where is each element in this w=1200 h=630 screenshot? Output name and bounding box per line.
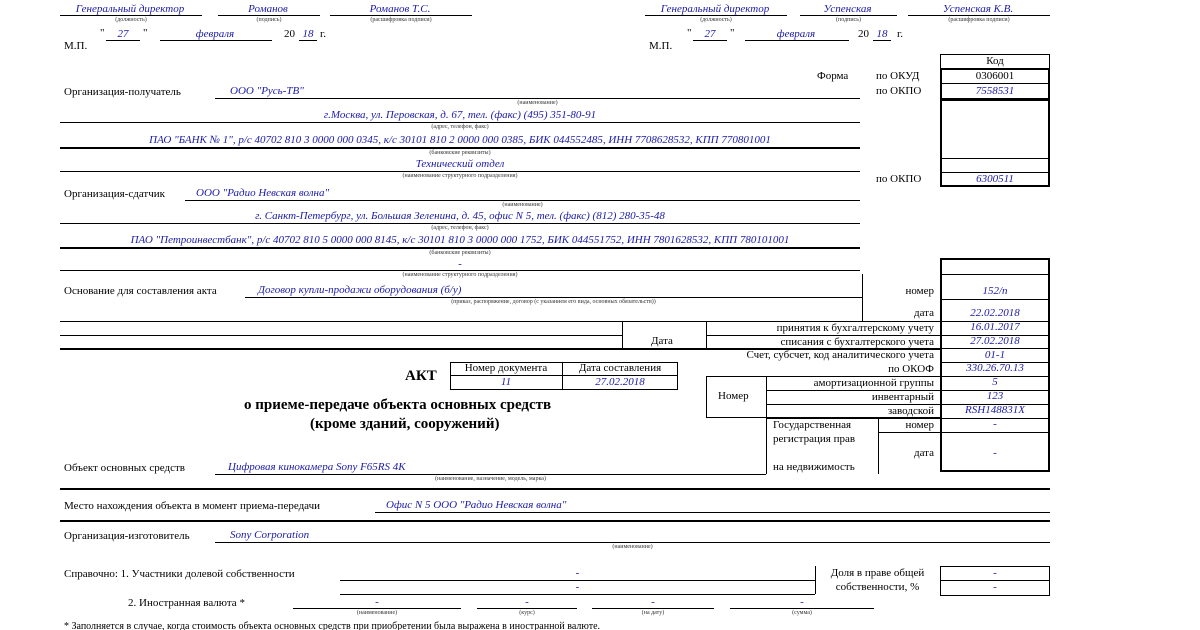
recipient-name-caption: (наименование) xyxy=(517,100,558,106)
approval-left-stamp: М.П. xyxy=(64,40,88,52)
basis-number-label: номер xyxy=(905,285,934,297)
currency-date-line xyxy=(592,608,714,609)
amort-value: 5 xyxy=(992,376,998,388)
code-header: Код xyxy=(986,55,1004,67)
recipient-department-line xyxy=(60,171,860,172)
manufacturer-line xyxy=(215,542,1050,543)
location-value: Офис N 5 ООО "Радио Невская волна" xyxy=(386,499,567,511)
approval-right-position-caption: (должность) xyxy=(700,17,732,23)
recipient-address-caption: (адрес, телефон, факс) xyxy=(431,124,489,130)
approval-right-position-line xyxy=(645,15,787,16)
numbers-label: Номер xyxy=(718,390,749,402)
approval-left-signature: Романов xyxy=(248,3,288,15)
written-off-date: 27.02.2018 xyxy=(970,335,1020,347)
location-line xyxy=(375,512,1050,513)
approval-left-month: февраля xyxy=(195,28,235,40)
reg-date-value: - xyxy=(993,447,997,459)
approval-right-name: Успенская К.В. xyxy=(942,3,1014,15)
object-bottom-line xyxy=(60,488,1050,490)
accepted-date: 16.01.2017 xyxy=(970,321,1020,333)
okof-value: 330.26.70.13 xyxy=(966,362,1024,374)
approval-left-day: 27 xyxy=(117,28,129,40)
reg-number-value: - xyxy=(993,418,997,430)
participant-2-line xyxy=(340,594,815,595)
approval-right-name-line xyxy=(908,15,1050,16)
basis-label: Основание для составления акта xyxy=(64,285,217,297)
basis-value: Договор купли-продажи оборудования (б/у) xyxy=(258,284,462,296)
account-label: Счет, субсчет, код аналитического учета xyxy=(746,349,934,361)
approval-right-month-line xyxy=(745,40,849,41)
inventory-value: 123 xyxy=(986,390,1004,402)
recipient-okpo-value: 7558531 xyxy=(975,85,1015,97)
code-lower-div2 xyxy=(940,299,1050,300)
code-mid-divider1 xyxy=(940,158,1050,159)
basis-vertical-divider xyxy=(862,274,863,322)
recipient-address: г.Москва, ул. Перовская, д. 67, тел. (факс) (495) 351-80-91 xyxy=(323,109,597,121)
reg-mid-divider xyxy=(878,418,879,474)
code-lower-div1 xyxy=(940,274,1050,275)
recipient-okpo-label: по ОКПО xyxy=(876,85,922,97)
reg-label1: Государственная xyxy=(773,419,852,431)
share-2: - xyxy=(993,581,997,593)
currency-sum-line xyxy=(730,608,874,609)
currency-date: - xyxy=(651,596,655,608)
approval-left-name-caption: (расшифровка подписи) xyxy=(370,17,432,23)
approval-right-year: 18 xyxy=(876,28,888,40)
location-bottom-line xyxy=(60,520,1050,522)
serial-value: RSH148831X xyxy=(965,404,1025,416)
dates-row-line2 xyxy=(60,335,622,336)
recipient-department: Технический отдел xyxy=(415,158,505,170)
sender-department-caption: (наименование структурного подразделения) xyxy=(402,272,518,278)
reg-label2: регистрация прав xyxy=(773,433,856,445)
okud-value: 0306001 xyxy=(975,70,1015,82)
currency-name-line xyxy=(293,608,461,609)
currency-sum: - xyxy=(800,596,804,608)
approval-left-year: 18 xyxy=(302,28,314,40)
manufacturer-label: Организация-изготовитель xyxy=(64,530,190,542)
doc-number: 11 xyxy=(500,376,512,388)
sender-address-line xyxy=(60,223,860,224)
basis-caption: (приказ, распоряжение, договор (с указанием его вида, основных обязательств)) xyxy=(451,299,656,305)
act-subtitle: о приеме-передаче объекта основных средств xyxy=(244,397,552,413)
act-subtitle2: (кроме зданий, сооружений) xyxy=(310,416,500,432)
doc-date: 27.02.2018 xyxy=(595,376,645,388)
object-caption: (наименование, назначение, модель, марка) xyxy=(435,476,546,482)
doc-date-header: Дата составления xyxy=(578,362,662,374)
dates-left-divider xyxy=(622,321,623,349)
approval-right-position: Генеральный директор xyxy=(660,3,770,15)
sender-department-line xyxy=(60,270,860,271)
reg-left-divider xyxy=(766,418,767,474)
approval-left-day-line xyxy=(106,40,140,41)
sender-name-caption: (наименование) xyxy=(502,202,543,208)
approval-left-signature-line xyxy=(218,15,320,16)
okof-label: по ОКОФ xyxy=(888,363,934,375)
approval-left-signature-caption: (подпись) xyxy=(256,17,282,23)
basis-date-label: дата xyxy=(913,307,934,319)
participant-1: - xyxy=(575,567,580,579)
reg-number-label: номер xyxy=(905,419,934,431)
approval-right-year-unit: г. xyxy=(897,28,904,40)
participant-2: - xyxy=(575,581,580,593)
approval-right-day-line xyxy=(693,40,727,41)
approval-right-signature-line xyxy=(800,15,897,16)
basis-line xyxy=(245,297,862,298)
currency-rate-line xyxy=(477,608,577,609)
object-label: Объект основных средств xyxy=(64,462,185,474)
share-label1: Доля в праве общей xyxy=(830,567,925,579)
approval-right-signature: Успенская xyxy=(823,3,872,15)
code-row-divider xyxy=(940,83,1050,84)
manufacturer-value: Sony Corporation xyxy=(230,529,310,541)
reg-label3: на недвижимость xyxy=(773,461,855,473)
recipient-address-line xyxy=(60,122,860,123)
doc-number-header: Номер документа xyxy=(464,362,548,374)
recipient-bank-caption: (банковские реквизиты) xyxy=(429,150,491,156)
currency-label: 2. Иностранная валюта * xyxy=(128,597,245,609)
recipient-bank-line xyxy=(60,147,860,149)
act-title: АКТ xyxy=(405,368,437,384)
approval-left-quote-close: " xyxy=(143,27,148,39)
recipient-name: ООО "Русь-ТВ" xyxy=(230,85,304,97)
approval-left-position-caption: (должность) xyxy=(115,17,147,23)
written-off-label: списания с бухгалтерского учета xyxy=(780,336,934,348)
object-value: Цифровая кинокамера Sony F65RS 4K xyxy=(228,461,406,473)
approval-right-day: 27 xyxy=(704,28,716,40)
approval-right-quote-open: " xyxy=(687,27,692,39)
approval-right-signature-caption: (подпись) xyxy=(836,17,861,23)
approval-right-quote-close: " xyxy=(730,27,735,39)
okud-label: по ОКУД xyxy=(876,70,920,82)
approval-left-position-line xyxy=(60,15,202,16)
sender-bank: ПАО "Петроинвестбанк", р/с 40702 810 5 0000 000 8145, к/с 30101 810 3 0000 000 1752, БИК 044551752, ИНН 7801628532, КПП 780101001 xyxy=(130,234,790,246)
currency-rate-caption: (курс) xyxy=(519,610,535,616)
currency-rate: - xyxy=(525,596,529,608)
approval-right-year-prefix: 20 xyxy=(858,28,869,40)
approval-left-year-line xyxy=(299,40,317,41)
dates-label: Дата xyxy=(651,335,673,347)
approval-left-month-line xyxy=(160,40,272,41)
form-label: Форма xyxy=(817,70,849,82)
sender-department: - xyxy=(458,258,462,270)
amort-label: амортизационной группы xyxy=(813,377,934,389)
recipient-name-line xyxy=(215,98,860,99)
sender-okpo-value: 6300511 xyxy=(976,173,1014,185)
share-1: - xyxy=(993,567,997,579)
sender-name-line xyxy=(185,200,860,201)
currency-name: - xyxy=(375,596,379,608)
inventory-label: инвентарный xyxy=(871,391,934,403)
approval-right-year-line xyxy=(873,40,891,41)
account-value: 01-1 xyxy=(984,349,1006,361)
reg-row-divider xyxy=(878,432,1050,433)
sender-okpo-label: по ОКПО xyxy=(876,173,922,185)
recipient-label: Организация-получатель xyxy=(64,86,181,98)
approval-left-position: Генеральный директор xyxy=(75,3,185,15)
approval-right-name-caption: (расшифровка подписи) xyxy=(948,17,1010,23)
sender-bank-line xyxy=(60,247,860,249)
sender-address-caption: (адрес, телефон, факс) xyxy=(431,225,489,231)
recipient-department-caption: (наименование структурного подразделения) xyxy=(402,173,518,179)
location-label: Место нахождения объекта в момент приема-передачи xyxy=(64,500,321,512)
sender-address: г. Санкт-Петербург, ул. Большая Зеленина, д. 45, офис N 5, тел. (факс) (812) 280-35-48 xyxy=(255,210,665,222)
share-label2: собственности, % xyxy=(835,581,920,593)
approval-left-name-line xyxy=(330,15,472,16)
sender-name: ООО "Радио Невская волна" xyxy=(196,187,330,199)
reference-label: Справочно: 1. Участники долевой собственности xyxy=(64,568,295,580)
accepted-label: принятия к бухгалтерскому учету xyxy=(776,322,934,334)
currency-date-caption: (на дату) xyxy=(641,610,665,616)
sender-label: Организация-сдатчик xyxy=(64,188,165,200)
sender-bank-caption: (банковские реквизиты) xyxy=(429,250,491,256)
reg-date-label: дата xyxy=(913,447,934,459)
currency-sum-caption: (сумма) xyxy=(792,610,812,616)
currency-name-caption: (наименование) xyxy=(356,610,398,616)
object-line xyxy=(215,474,766,475)
footnote: * Заполняется в случае, когда стоимость объекта основных средств при приобретении была выражена в иностранной валюте. xyxy=(64,621,601,630)
approval-left-name: Романов Т.С. xyxy=(369,3,431,15)
approval-right-month: февраля xyxy=(776,28,816,40)
approval-right-stamp: М.П. xyxy=(649,40,673,52)
serial-label: заводской xyxy=(887,405,934,417)
approval-left-year-prefix: 20 xyxy=(284,28,295,40)
basis-number: 152/п xyxy=(982,285,1008,297)
manufacturer-caption: (наименование) xyxy=(612,544,653,550)
basis-date: 22.02.2018 xyxy=(970,307,1020,319)
approval-left-quote-open: " xyxy=(100,27,105,39)
approval-left-year-unit: г. xyxy=(320,28,327,40)
recipient-bank: ПАО "БАНК № 1", р/с 40702 810 3 0000 000 0345, к/с 30101 810 2 0000 000 0385, БИК 044552485, ИНН 7708628532, КПП 770801001 xyxy=(149,134,771,146)
